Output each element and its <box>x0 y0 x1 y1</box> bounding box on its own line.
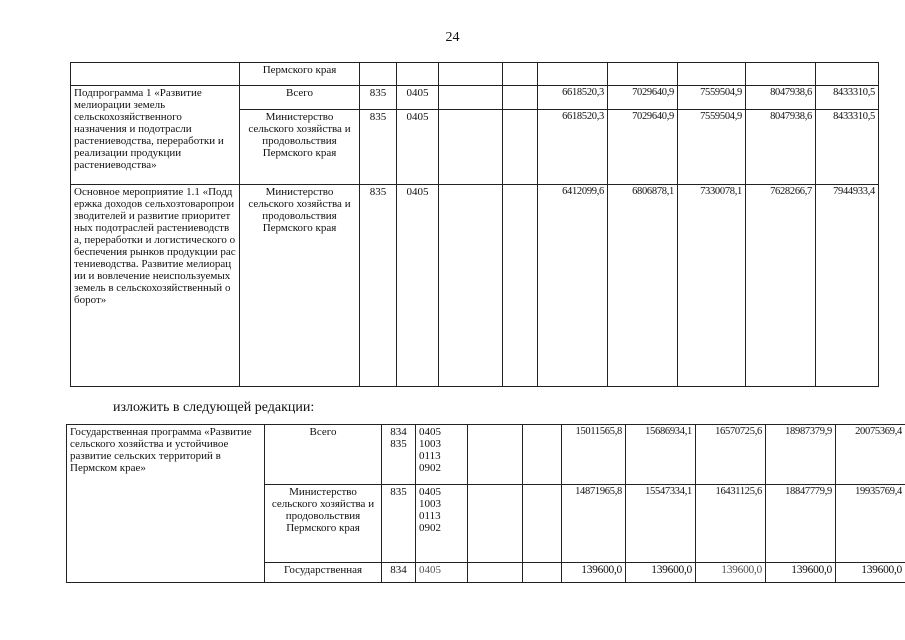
value-2020-cell: 15547334,1 <box>626 485 696 563</box>
rzpr-code: 1003 <box>419 438 441 450</box>
csr-cell <box>439 86 503 110</box>
rzpr-cell <box>416 563 468 583</box>
rzpr-cell <box>416 425 468 485</box>
csr-cell <box>439 110 503 185</box>
value-2020-cell <box>608 63 678 86</box>
rzpr-code: 0902 <box>419 462 441 474</box>
value-2022-cell: 18847779,9 <box>766 485 836 563</box>
rzpr-cell <box>397 63 439 86</box>
csr-cell <box>468 563 523 583</box>
value-2019-cell: 15011565,8 <box>562 425 626 485</box>
value-2023-cell: 7944933,4 <box>816 185 879 387</box>
rzpr-cell <box>416 485 468 563</box>
table-row <box>71 63 879 86</box>
grbs-code: 834 <box>390 426 407 438</box>
table-row <box>71 185 879 387</box>
value-2019-cell <box>538 63 608 86</box>
vr-cell <box>503 86 538 110</box>
program-name-cell: Основное мероприятие 1.1 «Поддержка доходов сельхозтоваропроизводителей и развитие приоритетных подотраслей растениеводства, переработки и логистического обеспечения рынков продукции растениеводства. Развитие мелиорации и вовлечение неиспользуемых земель в сельскохозяйственный оборот» <box>71 185 240 387</box>
program-name-cell: Государственная программа «Развитие сельского хозяйства и устойчивое развитие сельских территорий в Пермском крае» <box>67 425 265 583</box>
table-row <box>67 425 905 485</box>
vr-cell <box>503 63 538 86</box>
executor-cell: Всего <box>240 86 360 110</box>
rzpr-code: 0405 <box>419 486 441 498</box>
value-2022-cell: 139600,0 <box>766 563 836 583</box>
vr-cell <box>523 425 562 485</box>
value-2023-cell: 8433310,5 <box>816 110 879 185</box>
vr-cell <box>523 563 562 583</box>
rzpr-code: 0113 <box>419 510 441 522</box>
csr-cell <box>439 185 503 387</box>
program-name-cell <box>71 63 240 86</box>
new-budget-table <box>66 424 905 583</box>
grbs-cell: 835 <box>360 185 397 387</box>
rzpr-cell: 0405 <box>397 185 439 387</box>
value-2020-cell: 7029640,9 <box>608 86 678 110</box>
value-2022-cell <box>746 63 816 86</box>
program-name-cell: Подпрограмма 1 «Развитие мелиорации земель сельскохозяйственного назначения и подотрасли растениеводства, переработки и реализации продукции растениеводства» <box>71 86 240 185</box>
amendment-phrase: изложить в следующей редакции: <box>113 400 315 415</box>
grbs-cell: 835 <box>360 110 397 185</box>
rzpr-code: 0405 <box>419 564 441 576</box>
value-2019-cell: 6618520,3 <box>538 110 608 185</box>
grbs-cell <box>382 563 416 583</box>
table-row <box>71 86 879 110</box>
value-2020-cell: 15686934,1 <box>626 425 696 485</box>
executor-cell: Пермского края <box>240 63 360 86</box>
grbs-code: 834 <box>390 564 407 576</box>
executor-cell: Министерство сельского хозяйства и продовольствия Пермского края <box>240 185 360 387</box>
value-2021-cell: 7330078,1 <box>678 185 746 387</box>
rzpr-code: 0902 <box>419 522 441 534</box>
value-2022-cell: 7628266,7 <box>746 185 816 387</box>
value-2021-cell: 7559504,9 <box>678 86 746 110</box>
value-2023-cell: 19935769,4 <box>836 485 905 563</box>
executor-cell: Государственная <box>265 563 382 583</box>
grbs-cell <box>382 425 416 485</box>
vr-cell <box>523 485 562 563</box>
value-2020-cell: 6806878,1 <box>608 185 678 387</box>
rzpr-cell: 0405 <box>397 86 439 110</box>
vr-cell <box>503 110 538 185</box>
grbs-cell <box>382 485 416 563</box>
grbs-code: 835 <box>390 438 407 450</box>
value-2022-cell: 8047938,6 <box>746 110 816 185</box>
value-2022-cell: 18987379,9 <box>766 425 836 485</box>
value-2021-cell: 139600,0 <box>696 563 766 583</box>
value-2022-cell: 8047938,6 <box>746 86 816 110</box>
executor-cell: Министерство сельского хозяйства и продовольствия Пермского края <box>240 110 360 185</box>
value-2023-cell: 139600,0 <box>836 563 905 583</box>
value-2023-cell <box>816 63 879 86</box>
executor-cell: Министерство сельского хозяйства и продовольствия Пермского края <box>265 485 382 563</box>
grbs-cell: 835 <box>360 86 397 110</box>
value-2019-cell: 14871965,8 <box>562 485 626 563</box>
value-2023-cell: 20075369,4 <box>836 425 905 485</box>
value-2019-cell: 139600,0 <box>562 563 626 583</box>
rzpr-code: 1003 <box>419 498 441 510</box>
csr-cell <box>439 63 503 86</box>
csr-cell <box>468 425 523 485</box>
value-2019-cell: 6618520,3 <box>538 86 608 110</box>
value-2021-cell: 16570725,6 <box>696 425 766 485</box>
value-2020-cell: 7029640,9 <box>608 110 678 185</box>
value-2021-cell: 16431125,6 <box>696 485 766 563</box>
value-2023-cell: 8433310,5 <box>816 86 879 110</box>
grbs-code: 835 <box>390 486 407 498</box>
rzpr-cell: 0405 <box>397 110 439 185</box>
grbs-cell <box>360 63 397 86</box>
rzpr-code: 0405 <box>419 426 441 438</box>
rzpr-code: 0113 <box>419 450 441 462</box>
value-2020-cell: 139600,0 <box>626 563 696 583</box>
value-2021-cell <box>678 63 746 86</box>
vr-cell <box>503 185 538 387</box>
old-budget-table <box>70 62 879 387</box>
page-number: 24 <box>445 30 460 45</box>
executor-cell: Всего <box>265 425 382 485</box>
value-2021-cell: 7559504,9 <box>678 110 746 185</box>
csr-cell <box>468 485 523 563</box>
value-2019-cell: 6412099,6 <box>538 185 608 387</box>
